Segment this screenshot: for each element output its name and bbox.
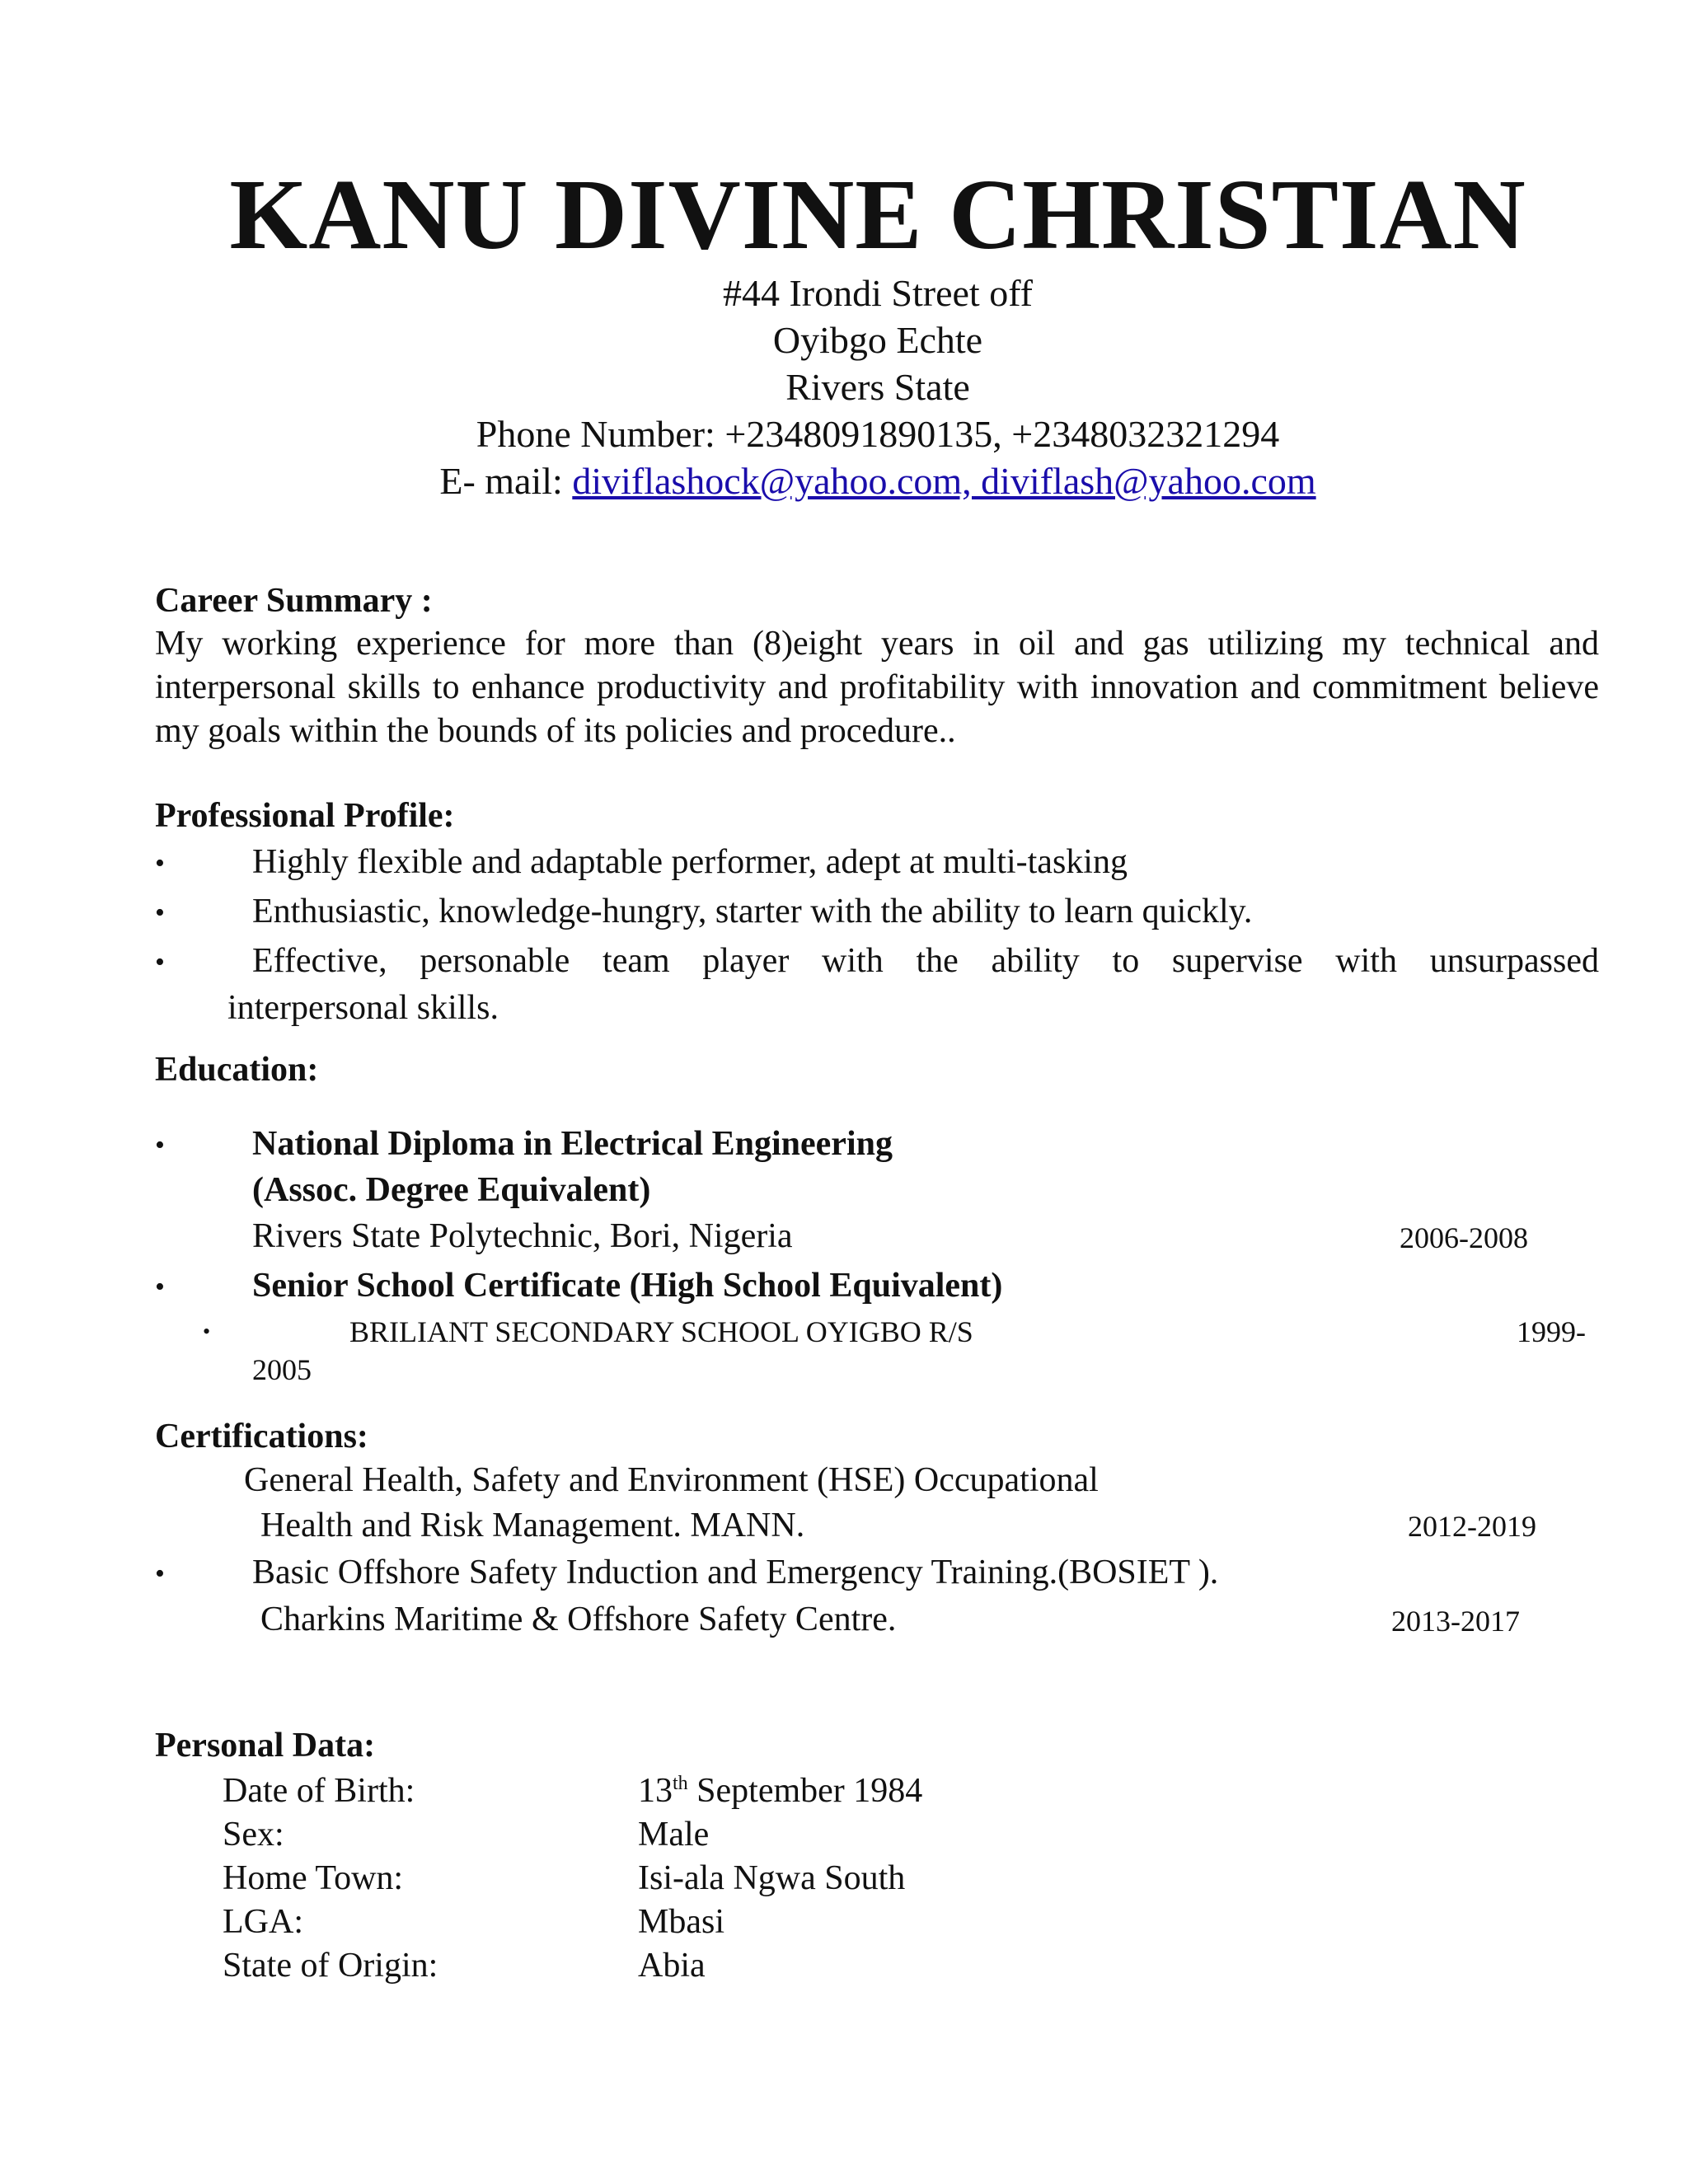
hse-years: 2012-2019 xyxy=(1408,1510,1536,1543)
email-line xyxy=(0,458,1688,504)
ssc-years-end: 2005 xyxy=(252,1353,312,1386)
origin-value: Abia xyxy=(638,1947,706,1985)
personal-data-heading: Personal Data: xyxy=(155,1727,376,1765)
email-links[interactable]: diviflashock@yahoo.com, diviflash@yahoo.com xyxy=(572,460,1316,502)
sex-label: Sex: xyxy=(223,1816,284,1854)
bullet: • xyxy=(155,1272,165,1302)
diploma-years: 2006-2008 xyxy=(1400,1221,1528,1254)
address-line-3: Rivers State xyxy=(785,366,970,408)
phone-numbers: Phone Number: +2348091890135, +2348032321294 xyxy=(476,413,1280,455)
bullet: • xyxy=(155,848,165,879)
career-summary-heading: Career Summary : xyxy=(155,582,433,620)
hometown-value: Isi-ala Ngwa South xyxy=(638,1859,906,1897)
profile-item: Effective, personable team player with the ability to supervise with unsurpassed xyxy=(252,942,1599,980)
lga-label: LGA: xyxy=(223,1903,303,1941)
hse-line-1: General Health, Safety and Environment (HSE) Occupational xyxy=(244,1461,1099,1499)
professional-profile-heading: Professional Profile: xyxy=(155,797,455,835)
career-summary-text: My working experience for more than (8)eight years in oil and gas utilizing my technical and interpersonal skills to enhance productivity and profitability with innovation and commitment believe my goals within the bounds of its policies and procedure.. xyxy=(155,625,1599,750)
sex-value: Male xyxy=(638,1816,710,1854)
education-heading: Education: xyxy=(155,1051,319,1089)
hse-line-2: Health and Risk Management. MANN. xyxy=(260,1507,805,1544)
dob-suffix: th xyxy=(673,1773,688,1794)
bosiet-line-1: Basic Offshore Safety Induction and Emergency Training.(BOSIET ). xyxy=(252,1554,1219,1591)
bosiet-line-2: Charkins Maritime & Offshore Safety Centre. xyxy=(260,1601,897,1638)
address-line-2: Oyibgo Echte xyxy=(772,319,983,361)
diploma-title: National Diploma in Electrical Engineering xyxy=(252,1125,893,1163)
dob-value xyxy=(638,1770,922,1811)
lga-value: Mbasi xyxy=(638,1903,724,1941)
dob-label: Date of Birth: xyxy=(223,1772,415,1810)
diploma-school: Rivers State Polytechnic, Bori, Nigeria xyxy=(252,1217,793,1255)
email-label: E- mail: xyxy=(439,460,573,502)
bullet: • xyxy=(155,898,165,928)
ssc-school: BRILIANT SECONDARY SCHOOL OYIGBO R/S xyxy=(349,1315,973,1348)
origin-label: State of Origin: xyxy=(223,1947,438,1985)
bullet: • xyxy=(155,947,165,977)
bullet: • xyxy=(155,1130,165,1160)
ssc-years-start: 1999- xyxy=(1517,1315,1586,1348)
profile-item: Highly flexible and adaptable performer, adept at multi-tasking xyxy=(252,843,1128,881)
sub-bullet: • xyxy=(203,1319,211,1343)
bullet: • xyxy=(155,1558,165,1589)
dob-rest: September 1984 xyxy=(687,1772,923,1810)
ssc-title: Senior School Certificate (High School Equivalent) xyxy=(252,1267,1003,1305)
bosiet-years: 2013-2017 xyxy=(1391,1605,1520,1638)
profile-item-continuation: interpersonal skills. xyxy=(227,989,499,1027)
profile-item: Enthusiastic, knowledge-hungry, starter with the ability to learn quickly. xyxy=(252,893,1253,930)
hometown-label: Home Town: xyxy=(223,1859,404,1897)
dob-day: 13 xyxy=(638,1772,673,1810)
diploma-equivalent: (Assoc. Degree Equivalent) xyxy=(252,1171,651,1209)
applicant-name: KANU DIVINE CHRISTIAN xyxy=(229,159,1526,270)
address-line-1: #44 Irondi Street off xyxy=(722,272,1034,314)
certifications-heading: Certifications: xyxy=(155,1418,368,1455)
